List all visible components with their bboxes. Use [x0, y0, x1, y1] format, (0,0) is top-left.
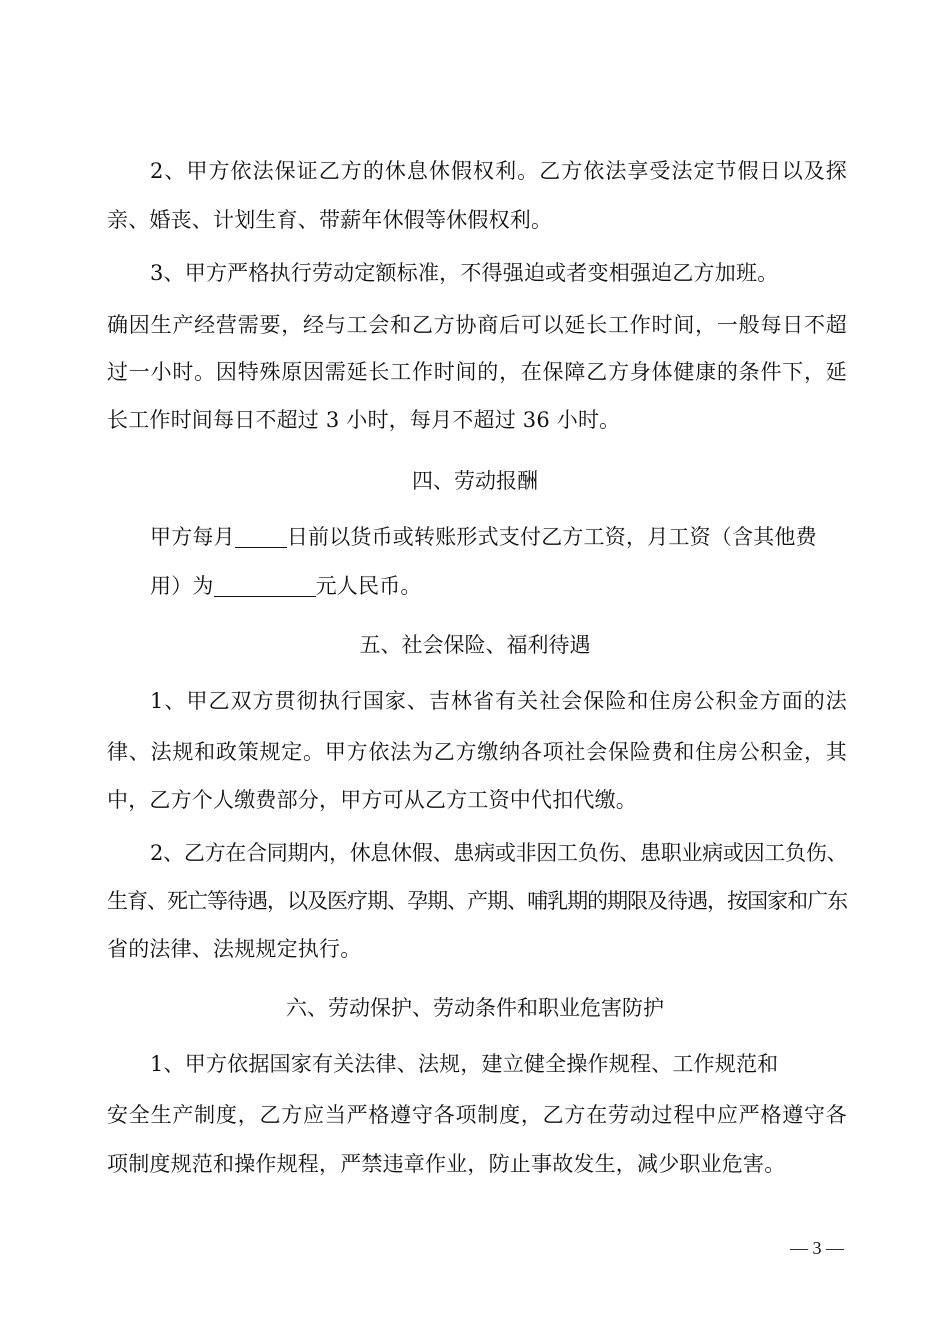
paragraph-overtime-line-1: 3、甲方严格执行劳动定额标准，不得强迫或者变相强迫乙方加班。	[150, 261, 779, 285]
paragraph-benefits-line-2: 生育、死亡等待遇，以及医疗期、孕期、产期、哺乳期的期限及待遇，按国家和广东	[107, 889, 847, 913]
paragraph-insurance-line-3: 中，乙方个人缴费部分，甲方可从乙方工资中代扣代缴。	[107, 788, 637, 812]
page-number: — 3 —	[790, 1238, 844, 1258]
paragraph-protection-line-2: 安全生产制度，乙方应当严格遵守各项制度，乙方在劳动过程中应严格遵守各	[107, 1103, 847, 1127]
salary-text-after-amount: 元人民币。	[315, 574, 422, 598]
salary-text-before-amount: 用）为	[150, 574, 214, 598]
paragraph-salary-line-1	[150, 522, 847, 552]
paragraph-rest-rights-line-1: 2、甲方依法保证乙方的休息休假权利。乙方依法享受法定节假日以及探	[150, 159, 847, 183]
paragraph-insurance-line-2: 律、法规和政策规定。甲方依法为乙方缴纳各项社会保险费和住房公积金，其	[107, 740, 847, 764]
salary-text-after-day: 日前以货币或转账形式支付乙方工资，月工资（含其他费	[286, 525, 817, 549]
pay-day-blank	[235, 525, 287, 548]
paragraph-protection-line-1: 1、甲方依据国家有关法律、法规，建立健全操作规程、工作规范和	[150, 1052, 779, 1076]
paragraph-rest-rights-line-2: 亲、婚丧、计划生育、带薪年休假等休假权利。	[107, 208, 553, 232]
paragraph-insurance-line-1: 1、甲乙双方贯彻执行国家、吉林省有关社会保险和住房公积金方面的法	[150, 689, 847, 713]
paragraph-overtime-line-4: 长工作时间每日不超过 3 小时，每月不超过 36 小时。	[107, 408, 621, 432]
section-heading-remuneration: 四、劳动报酬	[412, 469, 538, 493]
paragraph-salary-line-2	[150, 571, 847, 601]
section-heading-labour-protection: 六、劳动保护、劳动条件和职业危害防护	[286, 996, 664, 1020]
salary-amount-blank	[214, 574, 316, 597]
paragraph-benefits-line-3: 省的法律、法规规定执行。	[107, 937, 362, 961]
paragraph-benefits-line-1: 2、乙方在合同期内，休息休假、患病或非因工负伤、患职业病或因工负伤、	[150, 841, 847, 865]
paragraph-overtime-line-3: 过一小时。因特殊原因需延长工作时间的，在保障乙方身体健康的条件下，延	[107, 360, 847, 384]
paragraph-protection-line-3: 项制度规范和操作规程，严禁违章作业，防止事故发生，减少职业危害。	[107, 1152, 786, 1176]
paragraph-overtime-line-2: 确因生产经营需要，经与工会和乙方协商后可以延长工作时间，一般每日不超	[107, 313, 847, 337]
salary-text-before-day: 甲方每月	[150, 525, 235, 549]
section-heading-social-insurance: 五、社会保险、福利待遇	[359, 633, 591, 657]
